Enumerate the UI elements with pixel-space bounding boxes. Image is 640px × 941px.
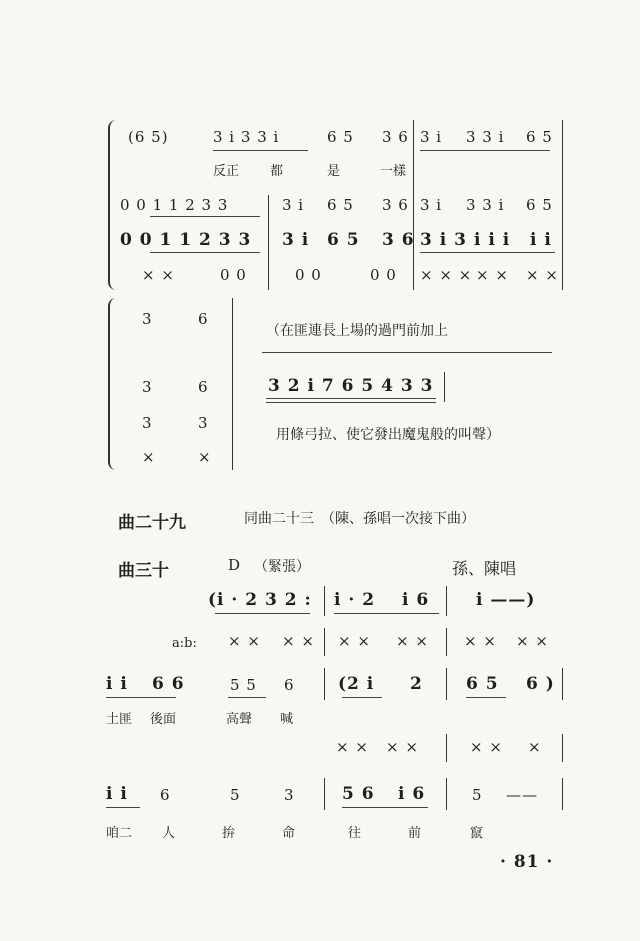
q30-m2-4: 5 6 <box>342 784 375 804</box>
s1-r1-underline-a <box>213 150 308 151</box>
s1-r1-underline-b <box>420 150 550 151</box>
q30-m1-1: 6 6 <box>152 674 185 694</box>
s2-phrase-underline-2 <box>266 402 436 403</box>
q30-x2-bar-a <box>446 734 447 762</box>
s1-r3-c5: i i i <box>474 230 511 250</box>
s1-lyric-0: 反正 <box>213 164 240 179</box>
s1-r2-c2: 6 5 <box>327 196 354 214</box>
q30-ab-bar-b <box>446 628 447 656</box>
s2-c1-2: 3 <box>142 414 153 432</box>
s1-r4-c4: × × × <box>420 266 473 284</box>
q30-m2-bar-b <box>446 778 447 810</box>
s1-r3-c0: 0 0 1 1 2 3 3 <box>120 230 252 250</box>
qu29-title: 曲二十九 <box>118 513 186 533</box>
s1-r1-c3: 3 6 <box>382 128 409 146</box>
s2-c2-3: × <box>198 448 212 466</box>
s2-c2-1: 6 <box>198 378 209 396</box>
q30-l2-3: 命 <box>282 826 296 841</box>
page-number: · 81 · <box>500 852 554 872</box>
q30-m1-2: 5 5 <box>230 676 257 694</box>
q30-m1-7: 6 ) <box>526 674 555 694</box>
system1-barline-end <box>562 120 563 290</box>
system1-brace <box>108 120 116 290</box>
q30-ab-2: × × <box>338 632 371 650</box>
q30-m1-bar-a <box>324 668 325 700</box>
q30-m2-0: i i <box>106 784 128 804</box>
s1-r2-underline <box>150 216 260 217</box>
qu30-key: D <box>228 556 242 574</box>
q30-x2-3: × <box>528 738 542 756</box>
q30-m1-underline-d <box>466 697 506 698</box>
s1-r1-c5: 3 3 i <box>466 128 505 146</box>
system2-barline <box>232 298 233 470</box>
system2-brace <box>108 298 116 470</box>
q30-m2-6: 5 <box>472 786 483 804</box>
s1-lyric-1: 都 <box>270 164 284 179</box>
q30-intro-3: i ——) <box>476 590 536 610</box>
s1-r3-underline-b <box>420 252 555 253</box>
q30-m1-underline-c <box>342 697 382 698</box>
q30-m1-5: 2 <box>410 674 423 694</box>
q30-m1-4: (2 i <box>338 674 375 694</box>
q30-ab-3: × × <box>396 632 429 650</box>
s1-r2-c4: 3 i <box>420 196 443 214</box>
s1-r2-c5: 3 3 i <box>466 196 505 214</box>
s1-r1-c6: 6 5 <box>526 128 553 146</box>
q30-intro-underline-a <box>215 613 310 614</box>
q30-m1-0: i i <box>106 674 128 694</box>
q30-ab-4: × × <box>464 632 497 650</box>
q30-m2-underline-a <box>106 807 140 808</box>
q30-m2-bar-a <box>324 778 325 810</box>
q30-x2-2: × × <box>470 738 503 756</box>
q30-l1-1: 後面 <box>150 712 177 727</box>
q30-m1-bar-end <box>562 668 563 700</box>
s2-phrase-underline-1 <box>266 398 436 399</box>
qu29-text: 同曲二十三 （陳、孫唱一次接下曲） <box>244 511 475 527</box>
q30-l2-5: 前 <box>408 826 422 841</box>
s2-c1-1: 3 <box>142 378 153 396</box>
q30-x2-0: × × <box>336 738 369 756</box>
q30-ab-bar-a <box>324 628 325 656</box>
q30-m2-2: 5 <box>230 786 241 804</box>
s1-r1-c2: 6 5 <box>327 128 354 146</box>
s2-c2-0: 6 <box>198 310 209 328</box>
qu30-title: 曲三十 <box>118 561 169 581</box>
s1-r3-c3: 3 6 <box>382 230 415 250</box>
s2-c1-0: 3 <box>142 310 153 328</box>
q30-l2-0: 咱二 <box>106 826 133 841</box>
q30-intro-bar-a <box>324 586 325 616</box>
q30-l2-4: 往 <box>348 826 362 841</box>
s1-r4-c5: × × <box>476 266 509 284</box>
s1-r2-c3: 3 6 <box>382 196 409 214</box>
s1-r4-c1: 0 0 <box>220 266 247 284</box>
s1-r4-c6: × × <box>526 266 559 284</box>
q30-x2-bar-end <box>562 734 563 762</box>
s2-c1-3: × <box>142 448 156 466</box>
s1-r4-c3: 0 0 <box>370 266 397 284</box>
s2-note-rule <box>262 352 552 353</box>
qu30-singers: 孫、陳唱 <box>452 559 517 578</box>
q30-m1-underline-a <box>106 697 176 698</box>
q30-intro-bar-b <box>446 586 447 616</box>
q30-m2-7: —— <box>506 786 538 804</box>
s1-r3-c2: 6 5 <box>327 230 360 250</box>
s1-r3-underline-a <box>150 252 260 253</box>
s2-note-line1: （在匪連長上場的過門前加上 <box>266 323 448 339</box>
s1-r2-c1: 3 i <box>282 196 305 214</box>
q30-m1-underline-b <box>228 697 266 698</box>
q30-m2-3: 3 <box>284 786 295 804</box>
s2-note-line2: 用條弓拉、使它發出魔鬼般的叫聲） <box>276 427 500 443</box>
q30-l2-1: 人 <box>162 826 176 841</box>
qu30-tempo: （緊張） <box>254 559 310 575</box>
q30-m1-3: 6 <box>284 676 295 694</box>
s1-r3-c6: i i <box>530 230 552 250</box>
q30-m2-underline-b <box>342 807 428 808</box>
s1-r2-c6: 6 5 <box>526 196 553 214</box>
q30-m2-bar-end <box>562 778 563 810</box>
q30-ab-0: × × <box>228 632 261 650</box>
q30-ab-5: × × <box>516 632 549 650</box>
system1-barline-b <box>413 120 414 290</box>
s1-r1-c4: 3 i <box>420 128 443 146</box>
q30-m1-bar-b <box>446 668 447 700</box>
q30-intro-0: (i · 2 3 2 : <box>208 590 312 610</box>
q30-l1-2: 高聲 <box>226 712 253 727</box>
s2-phrase: 3 2 i 7 6 5 4 3 3 <box>268 376 434 396</box>
s2-phrase-end-bar <box>444 372 445 402</box>
q30-ab-label: a:b: <box>172 636 197 651</box>
s1-lyric-3: 一樣 <box>380 164 407 179</box>
q30-m1-6: 6 5 <box>466 674 499 694</box>
q30-ab-1: × × <box>282 632 315 650</box>
q30-intro-2: i 6 <box>402 590 430 610</box>
q30-l2-2: 拚 <box>222 826 236 841</box>
s1-r1-c1: 3 i 3 3 i <box>213 128 280 146</box>
q30-x2-1: × × <box>386 738 419 756</box>
s1-r1-c0: (6 5) <box>128 128 169 146</box>
s1-r3-c4: 3 i 3 <box>420 230 467 250</box>
s1-lyric-2: 是 <box>327 164 341 179</box>
s1-r3-c1: 3 i <box>282 230 310 250</box>
q30-intro-1: i · 2 <box>334 590 376 610</box>
q30-intro-underline-b <box>334 613 439 614</box>
q30-l1-0: 土匪 <box>106 712 133 727</box>
s1-r2-c0: 0 0 1 1 2 3 3 <box>120 196 229 214</box>
system1-barline-a <box>268 195 269 290</box>
q30-m2-5: i 6 <box>398 784 426 804</box>
q30-l1-3: 喊 <box>280 712 294 727</box>
q30-l2-6: 竄 <box>470 826 484 841</box>
q30-m2-1: 6 <box>160 786 171 804</box>
s1-r4-c2: 0 0 <box>295 266 322 284</box>
s1-r4-c0: × × <box>142 266 175 284</box>
s2-c2-2: 3 <box>198 414 209 432</box>
